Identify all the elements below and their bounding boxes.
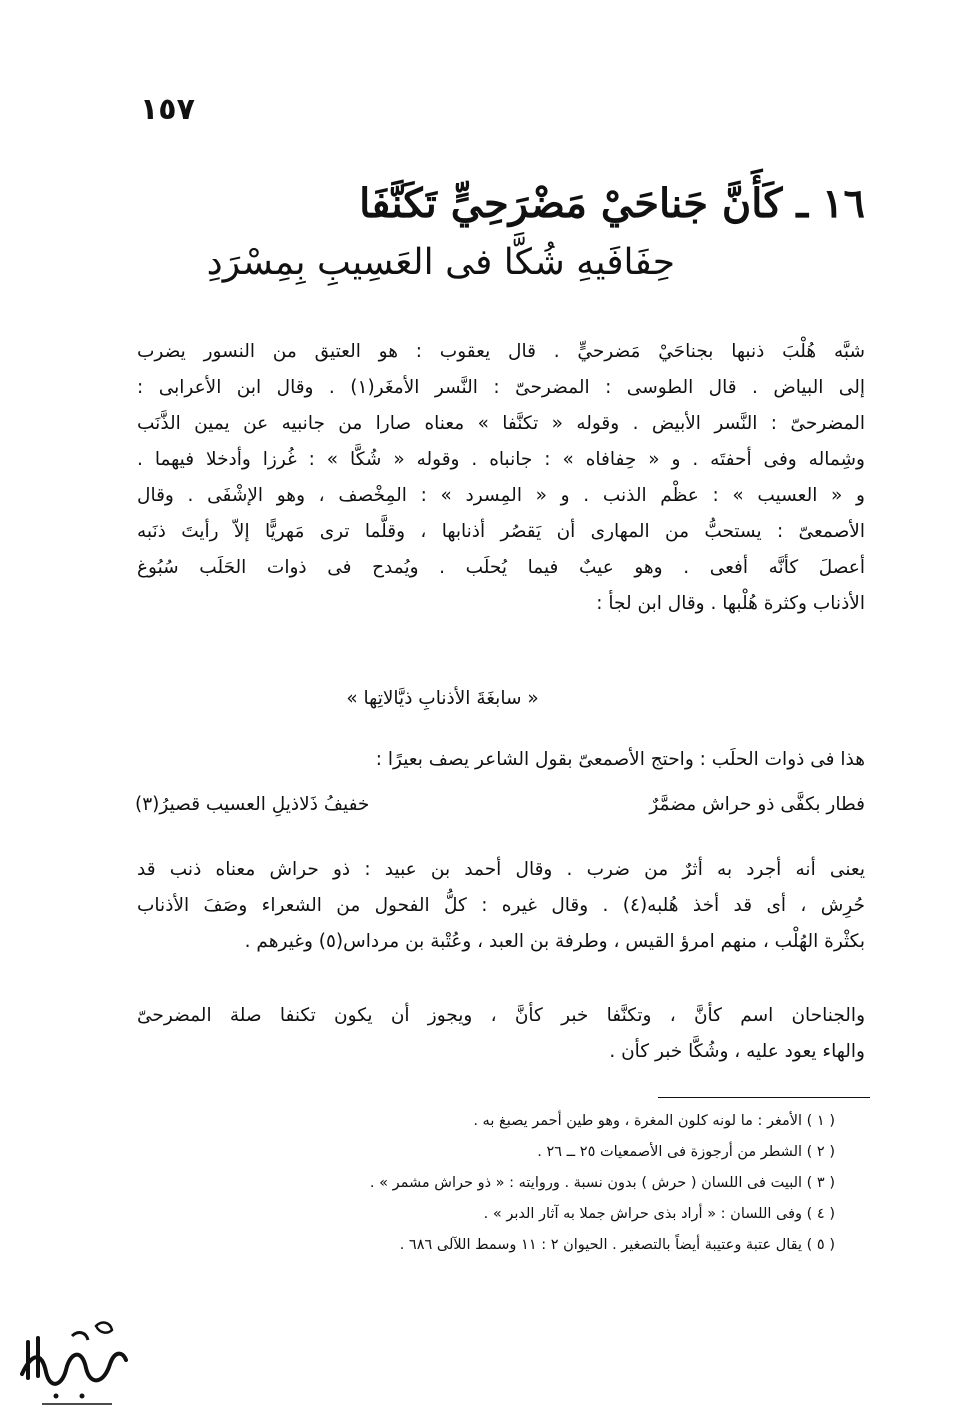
text-line: والهاء يعود عليه ، وشُكَّا خبر كأن . <box>609 1041 865 1062</box>
verse-second-hemistich: حِفَافَيهِ شُكَّا فى العَسِيبِ بِمِسْرَدِ <box>206 242 675 283</box>
text-line: الأذناب وكثرة هُلْبها . وقال ابن لجأ : <box>596 593 865 614</box>
text-line: والجناحان اسم كأنَّ ، وتكنَّفا خبر كأنَّ ، ويجوز أن يكون تكنفا صلة المضرحىّ <box>137 1005 865 1026</box>
footnote-5: ( ٥ ) يقال عتبة وعتيبة أيضاً بالتصغير . الحيوان ٢ : ١١ وسمط اللآلى ٦٨٦ . <box>399 1237 835 1253</box>
text-line: هذا فى ذوات الحلَب : واحتج الأصمعىّ بقول الشاعر يصف بعيرًا : <box>375 749 865 770</box>
commentary-paragraph-1 <box>137 334 865 622</box>
quoted-hemistich: « سابغَةَ الأذنابِ ذيَّالاتِها » <box>346 688 539 709</box>
text-line: أعصلَ كأنَّه أفعى . وهو عيبٌ فيما يُحلَب . ويُمدح فى ذوات الحَلَب سُبُوغ <box>137 557 865 578</box>
text-line: المضرحىّ : النَّسر الأبيض . وقوله « تكنَّفا » معناه صارا من جانبيه عن يمين الذَّنَب <box>137 413 865 434</box>
library-seal-logo <box>12 1312 132 1412</box>
text-line: و « العسيب » : عظْم الذنب . و « المِسرد » : المِخْصف ، وهو الإشْفَى . وقال <box>137 485 865 506</box>
page-number: ١٥٧ <box>140 92 195 127</box>
text-line: حُرِش ، أى قد أخذ هُلبه(٤) . وقال غيره : كلُّ الفحول من الشعراء وصَفَ الأذناب <box>137 895 865 916</box>
footnotes <box>370 1106 835 1261</box>
text-line: وشِماله وفى أحفتَه . و « حِفافاه » : جانباه . وقوله « شُكَّا » : غُرزا وأدخلا فيهما . <box>137 449 865 470</box>
footnote-2: ( ٢ ) الشطر من أرجوزة فى الأصمعيات ٢٥ ــ ٢٦ . <box>537 1144 835 1160</box>
footnote-4: ( ٤ ) وفى اللسان : « أراد بذى حراش جملا به آثار الدبر » . <box>483 1206 835 1222</box>
text-line: الأصمعىّ : يستحبُّ من المهارى أن يَقصُر أذنابها ، وقلَّما ترى مَهريًّا إلاّ رأيتَ ذنَبه <box>137 521 865 542</box>
commentary-paragraph-2 <box>137 742 865 778</box>
footnote-3: ( ٣ ) البيت فى اللسان ( حرش ) بدون نسبة . وروايته : « ذو حراش مشمر » . <box>369 1175 835 1191</box>
footnote-divider <box>658 1097 870 1098</box>
footnote-1: ( ١ ) الأمغر : ما لونه كلون المغرة ، وهو طين أحمر يصبغ به . <box>473 1113 835 1129</box>
text-line: يعنى أنه أجرد به أثرٌ من ضرب . وقال أحمد بن عبيد : ذو حراش معناه ذنب قد <box>137 859 865 880</box>
verse-first-hemistich: ١٦ ـ كَأَنَّ جَناحَيْ مَضْرَحِيٍّ تَكَنَّفَا <box>359 180 865 227</box>
text-line: إلى البياض . قال الطوسى : المضرحىّ : النَّسر الأمغَر(١) . وقال ابن الأعرابى : <box>137 377 865 398</box>
cited-verse-second-hemistich: خفيفُ ذَلاذيلِ العسيب قصيرُ(٣) <box>135 794 370 815</box>
cited-verse-first-hemistich: فطار بكفَّى ذو حراش مضمَّرٌ <box>649 794 865 815</box>
commentary-paragraph-4 <box>137 998 865 1070</box>
commentary-paragraph-3 <box>137 852 865 960</box>
text-line: بكثْرة الهُلْب ، منهم امرؤ القيس ، وطرفة بن العبد ، وعُتْبة بن مرداس(٥) وغيرهم . <box>244 931 865 952</box>
text-line: شبَّه هُلْبَ ذنبها بجناحَيْ مَضرحيٍّ . قال يعقوب : هو العتيق من النسور يضرب <box>137 341 865 362</box>
cited-verse <box>135 794 865 815</box>
